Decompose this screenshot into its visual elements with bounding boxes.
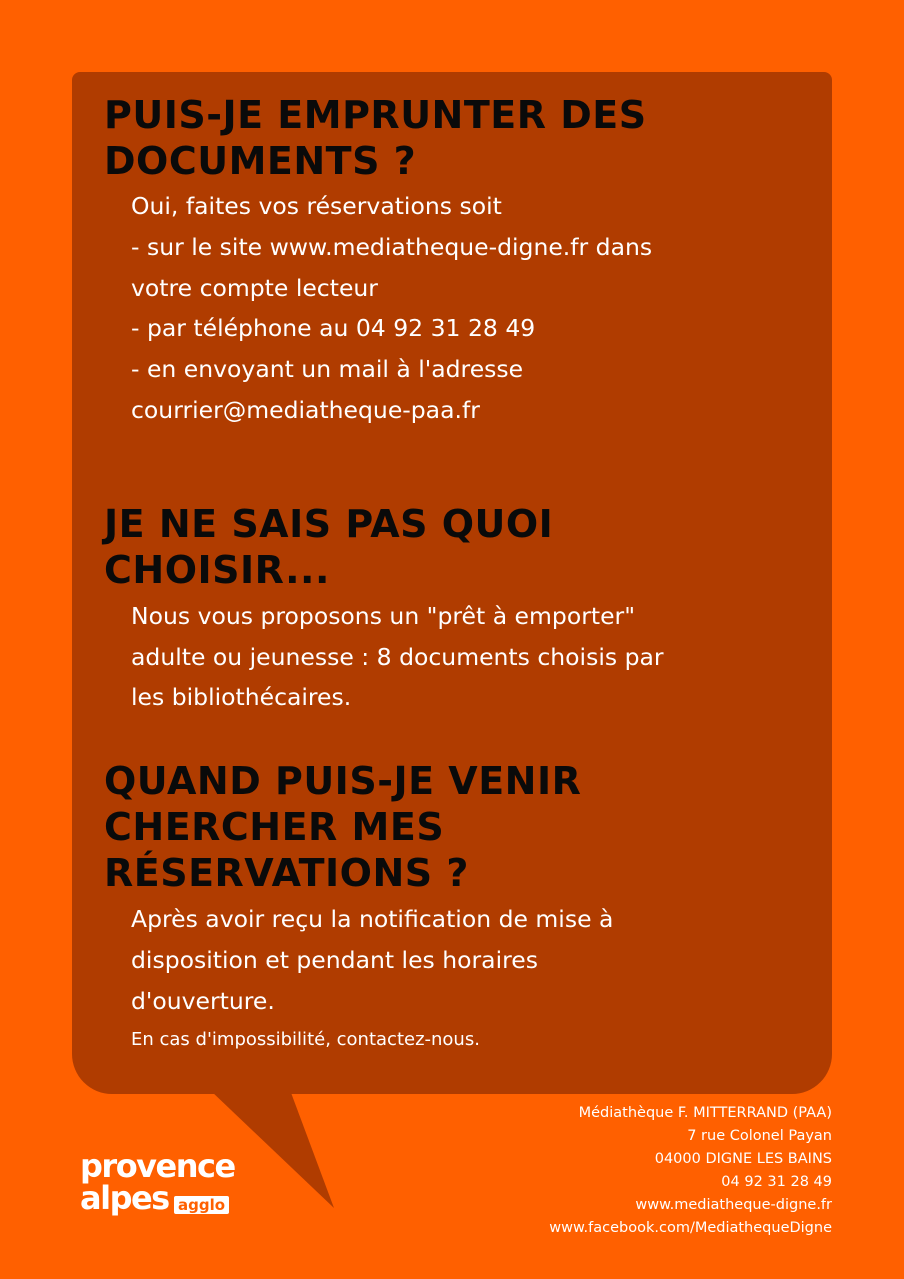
answer-line: adulte ou jeunesse : 8 documents choisis par — [131, 642, 664, 671]
logo-word-alpes: alpes — [80, 1179, 169, 1217]
answer-pickup — [131, 899, 804, 1057]
answer-borrow — [131, 186, 804, 431]
faq-content — [104, 92, 804, 1058]
heading-line: PUIS-JE EMPRUNTER DES — [104, 93, 647, 137]
heading-line: CHOISIR... — [104, 547, 330, 592]
logo-word-provence: provence — [80, 1147, 235, 1185]
answer-line: - par téléphone au 04 92 31 28 49 — [131, 314, 536, 343]
heading-line: QUAND PUIS-JE VENIR — [104, 759, 582, 804]
heading-line: RÉSERVATIONS ? — [104, 851, 469, 896]
question-pickup-heading — [104, 758, 804, 896]
answer-line: courrier@mediatheque-paa.fr — [131, 395, 480, 424]
answer-line: d'ouverture. — [131, 986, 275, 1015]
heading-line: DOCUMENTS ? — [104, 139, 417, 183]
answer-choose — [131, 596, 804, 718]
logo-tag-agglo: agglo — [174, 1196, 229, 1214]
contact-block — [549, 1102, 832, 1240]
provence-alpes-agglo-logo — [80, 1147, 250, 1240]
contact-facebook-link[interactable]: www.facebook.com/MediathequeDigne — [549, 1220, 832, 1236]
heading-line: JE NE SAIS PAS QUOI — [104, 501, 554, 546]
question-choose-heading — [104, 501, 804, 593]
answer-line: - en envoyant un mail à l'adresse — [131, 355, 524, 384]
answer-line: Nous vous proposons un "prêt à emporter" — [131, 601, 636, 630]
contact-phone: 04 92 31 28 49 — [721, 1174, 832, 1190]
contact-city: 04000 DIGNE LES BAINS — [654, 1151, 832, 1167]
question-borrow-heading — [104, 92, 804, 184]
answer-line: Après avoir reçu la notification de mise à — [131, 905, 614, 934]
contact-website-link[interactable]: www.mediatheque-digne.fr — [635, 1197, 832, 1213]
answer-line: Oui, faites vos réservations soit — [131, 192, 502, 220]
answer-note: En cas d'impossibilité, contactez-nous. — [131, 1028, 480, 1050]
heading-line: CHERCHER MES — [104, 805, 445, 850]
contact-street: 7 rue Colonel Payan — [687, 1128, 832, 1144]
answer-line: votre compte lecteur — [131, 273, 378, 302]
answer-line: disposition et pendant les horaires — [131, 945, 538, 974]
contact-name: Médiathèque F. MITTERRAND (PAA) — [578, 1105, 832, 1121]
answer-line: - sur le site www.mediatheque-digne.fr dans — [131, 232, 653, 261]
answer-line: les bibliothécaires. — [131, 683, 352, 712]
